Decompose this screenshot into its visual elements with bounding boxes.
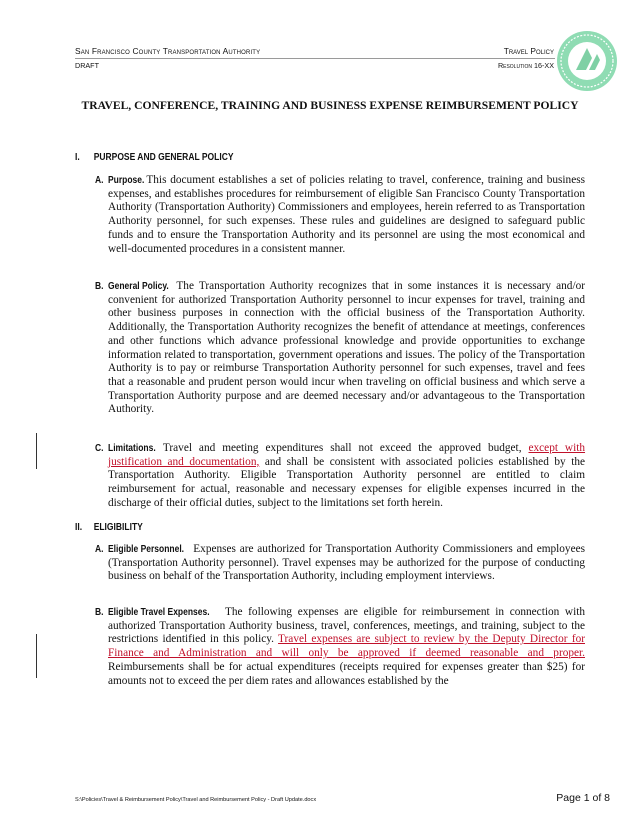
item-text: The Transportation Authority recognizes that in some instances it is necessary and/or convenient for authorized Transportation Authority personnel to incur expenses for travel, training and other business purposes in connection with the official business of the Transportation Authority. Additionally, the Transportation Authority recognizes the benefit of attendance at meetings, conferences and other functions which advance professional knowledge and provide opportunities to exchange information related to transportation, government operations and issues. The policy of the Transportation Authority is to pay or reimburse Transportation Authority personnel for such expenses, travel and fees that a reasonable and prudent person would incur when traveling on official business and which serve a Transportation Authority purpose and are deemed necessary and/or advantageous to the Transportation Authority. [108,280,586,416]
item-lead: Eligible Travel Expenses. [108,607,210,618]
item-text: The following expenses are eligible for reimbursement in connection with authorized Transportation Authority business, travel, conferences, meetings, and training, subject to the restrictions identified in this policy. [108,606,585,646]
item-lead: Eligible Personnel. [108,544,185,555]
inserted-text: except with justification and documentation, [108,442,586,468]
change-bar [36,433,37,469]
section-number: II. [75,522,83,533]
header-resolution: Resolution 16-XX [497,61,554,70]
section-number: I. [75,152,80,163]
item-text: Travel and meeting expenditures shall not exceed the approved budget, [162,442,522,454]
header-org: San Francisco County Transportation Authority [75,46,261,56]
change-bar [36,634,37,678]
item-letter: B. [95,607,104,618]
transportation-authority-seal-icon [556,30,618,92]
item-letter: A. [95,544,104,555]
header-rule [75,58,555,59]
item-letter: B. [95,281,104,292]
header-doc-type: Travel Policy [503,46,554,56]
header-status: DRAFT [75,61,99,70]
section-title: PURPOSE AND GENERAL POLICY [93,152,234,163]
item-lead: General Policy. [108,281,169,292]
item-text: Expenses are authorized for Transportation Authority Commissioners and employees (Transportation Authority personnel). Travel expenses may be authorized for the purpose of conducting business on behalf of the Transportation Authority, including employment interviews. [108,543,586,583]
section-title: ELIGIBILITY [93,522,143,533]
footer-file-path: S:\Policies\Travel & Reimbursement Policy\Travel and Reimbursement Policy - Draft Update.docx [75,797,317,803]
paragraph-item [95,442,585,511]
item-text: Reimbursements shall be for actual expenditures (receipts required for expenses greater than $25) for amounts not to exceed the per diem rates and allowances established by the [108,660,585,687]
footer-page-number: Page 1 of 8 [556,792,610,804]
document-title: TRAVEL, CONFERENCE, TRAINING AND BUSINESS EXPENSE REIMBURSEMENT POLICY [81,99,579,112]
paragraph-item [95,174,585,256]
inserted-text: Travel expenses are subject to review by the Deputy Director for Finance and Administration and will only be approved if deemed reasonable and proper. [108,633,585,660]
section-heading [75,152,233,163]
section-heading [75,522,143,533]
item-text: This document establishes a set of policies relating to travel, conference, training and business expenses, and establishes procedures for reimbursement of eligible San Francisco County Transportation Authority (Transportation Authority) Commissioners and employees, herein referred to as Transportation Authority personnel, for such expenses. These rules and guidelines are designed to safeguard public funds and to ensure the Transportation Authority and its personnel are using the most economical and well-documented procedures in a consistent manner. [108,174,585,255]
item-lead: Limitations. [108,443,156,454]
item-letter: A. [95,175,104,186]
item-lead: Purpose. [108,175,145,186]
paragraph-item [95,280,585,417]
item-letter: C. [95,443,104,454]
item-text: and shall be consistent with associated policies established by the Transportation Authority. Eligible Transportation Authority personnel are entitled to claim reimbursement for actual, reasonable and necessary expenses for eligible expenses incurred in the discharge of their official duties, subject to the limitations set forth herein. [108,455,585,509]
paragraph-item [95,543,585,584]
paragraph-item [95,606,585,688]
